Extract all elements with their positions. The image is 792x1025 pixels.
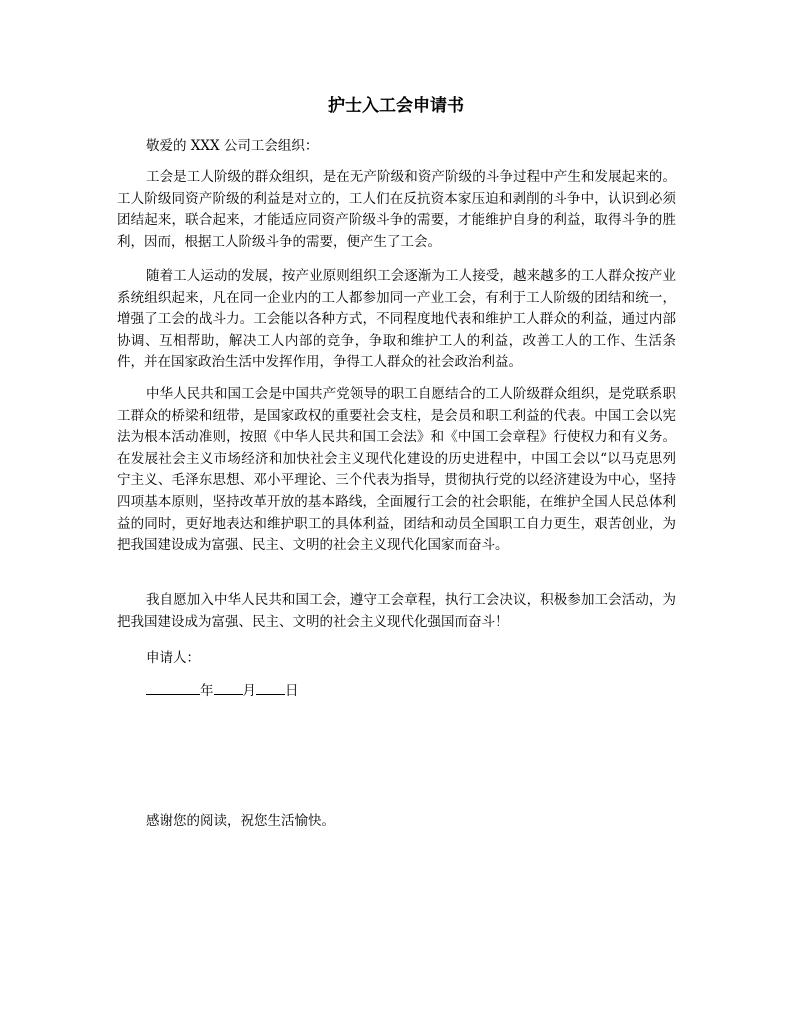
year-label: 年 xyxy=(200,683,214,699)
paragraph-4: 我自愿加入中华人民共和国工会，遵守工会章程，执行工会决议，积极参加工会活动，为把我国建设成为富强、民主、文明的社会主义现代化强国而奋斗！ xyxy=(117,592,676,630)
salutation: 敬爱的 XXX 公司工会组织： xyxy=(146,138,319,154)
month-label: 月 xyxy=(242,683,256,699)
day-label: 日 xyxy=(285,683,299,699)
month-blank xyxy=(214,680,243,695)
document-title: 护士入工会申请书 xyxy=(328,96,464,116)
closing-text: 感谢您的阅读，祝您生活愉快。 xyxy=(146,813,335,829)
paragraph-2: 随着工人运动的发展，按产业原则组织工会逐渐为工人接受，越来越多的工人群众按产业系统组织起来，凡在同一企业内的工人都参加同一产业工会，有利于工人阶级的团结和统一，增强了工会的战斗力。工会能以各种方式，不同程度地代表和维护工人群众的利益，通过内部协调、互相帮助，解决工人内部的竞争，争取和维护工人的利益，改善工人的工作、生活条件，并在国家政治生活中发挥作用，争得工人群众的社会政治利益。 xyxy=(117,268,676,371)
paragraph-1: 工会是工人阶级的群众组织，是在无产阶级和资产阶级的斗争过程中产生和发展起来的。工人阶级同资产阶级的利益是对立的，工人们在反抗资本家压迫和剥削的斗争中，认识到必须团结起来，联合起来，才能适应同资产阶级斗争的需要，才能维护自身的利益，取得斗争的胜利，因而，根据工人阶级斗争的需要，便产生了工会。 xyxy=(117,169,676,250)
day-blank xyxy=(256,680,285,695)
paragraph-3: 中华人民共和国工会是中国共产党领导的职工自愿结合的工人阶级群众组织，是党联系职工群众的桥梁和纽带，是国家政权的重要社会支柱，是会员和职工利益的代表。中国工会以宪法为根本活动准则，按照《中华人民共和国工会法》和《中国工会章程》行使权力和有义务。在发展社会主义市场经济和加快社会主义现代化建设的历史进程中，中国工会以“以马克思列宁主义、毛泽东思想、邓小平理论、三个代表为指导，贯彻执行党的以经济建设为中心，坚持四项基本原则，坚持改革开放的基本路线，全面履行工会的社会职能，在维护全国人民总体利益的同时，更好地表达和维护职工的具体利益，团结和动员全国职工自力更生，艰苦创业，为把我国建设成为富强、民主、文明的社会主义现代化国家而奋斗。 xyxy=(117,386,676,554)
date-line xyxy=(146,680,299,701)
applicant-label: 申请人： xyxy=(146,650,200,666)
year-blank xyxy=(146,680,200,695)
